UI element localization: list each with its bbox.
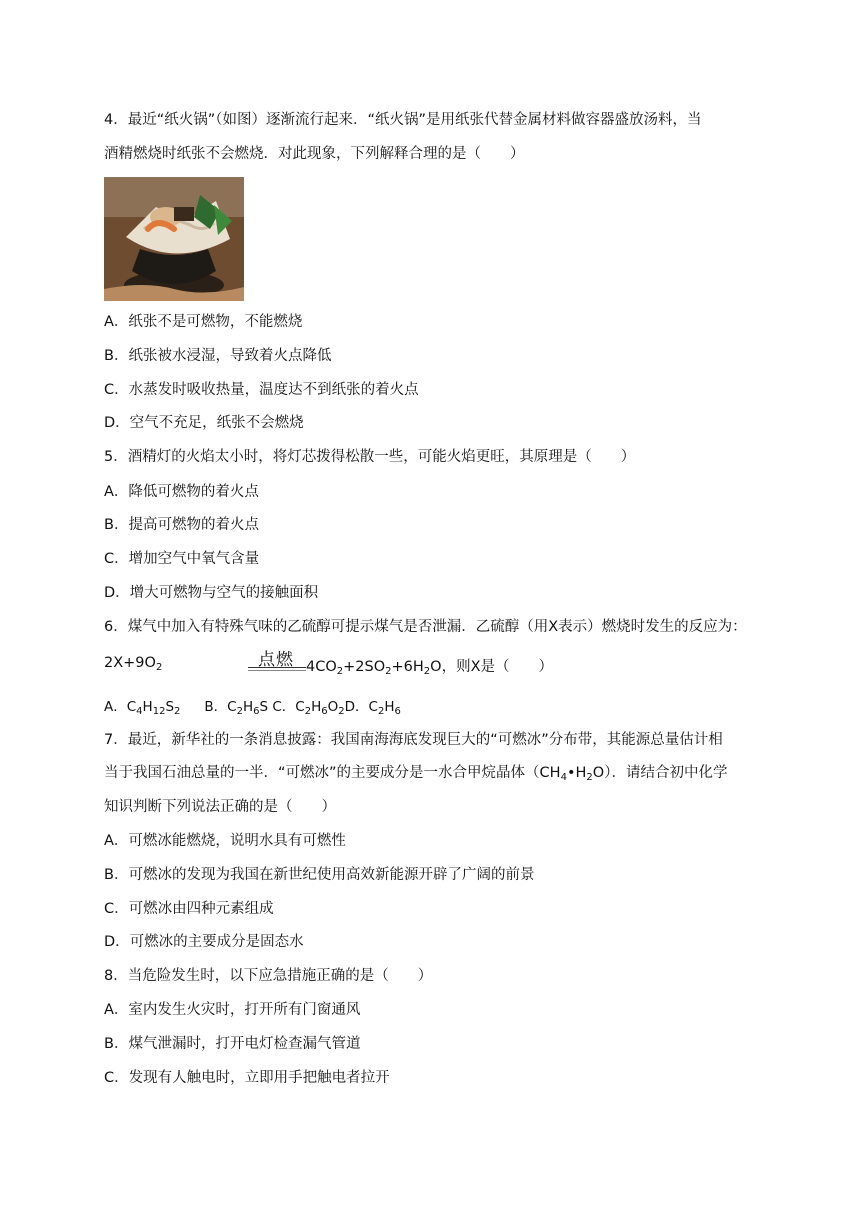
q7-option-b: B．可燃冰的发现为我国在新世纪使用高效新能源开辟了广阔的前景 <box>104 867 535 883</box>
q6-option-d: D．$C_2H_6$ <box>344 699 401 717</box>
q4-option-c: C．水蒸发时吸收热量，温度达不到纸张的着火点 <box>104 382 419 398</box>
q6-stem: 6．煤气中加入有特殊气味的乙硫醇可提示煤气是否泄漏．乙硫醇（用X表示）燃烧时发生的反应为： <box>104 619 747 635</box>
q5-option-d: D．增大可燃物与空气的接触面积 <box>104 585 319 601</box>
q7-stem-line2: 当于我国石油总量的一半．“可燃冰”的主要成分是一水合甲烷晶体$(CH_4•H_2O)$．请结合初中化学 <box>104 765 728 783</box>
q5-option-a: A．降低可燃物的着火点 <box>104 484 259 500</box>
q6-chemical-equation <box>104 645 744 689</box>
q8-stem: 8．当危险发生时，以下应急措施正确的是（ ） <box>104 968 433 984</box>
q7-stem-line1: 7．最近，新华社的一条消息披露：我国南海海底发现巨大的“可燃冰”分布带，其能源总量估计相 <box>104 732 723 748</box>
q8-option-a: A．室内发生火灾时，打开所有门窗通风 <box>104 1002 361 1018</box>
q6-option-c: C．$C_2H_6O_2$ <box>272 699 345 717</box>
q7-stem-line3: 知识判断下列说法正确的是（ ） <box>104 799 336 815</box>
q8-option-c: C．发现有人触电时，立即用手把触电者拉开 <box>104 1070 390 1086</box>
q5-option-c: C．增加空气中氧气含量 <box>104 551 260 567</box>
q6-options <box>104 697 401 722</box>
q4-stem-line1: 4．最近“纸火锅”（如图）逐渐流行起来．“纸火锅”是用纸张代替金属材料做容器盛放汤料，当 <box>104 112 702 128</box>
paper-hotpot-photo <box>104 177 244 301</box>
q6-eq-arrow <box>248 667 306 668</box>
q4-option-b: B．纸张被水浸湿，导致着火点降低 <box>104 348 332 364</box>
q6-eq-condition: 点燃 <box>258 650 294 670</box>
q4-option-d: D．空气不充足，纸张不会燃烧 <box>104 415 304 431</box>
q7-option-d: D．可燃冰的主要成分是固态水 <box>104 934 304 950</box>
q6-option-a: A．$C_4H_{12}S_2$ <box>104 699 181 717</box>
q6-eq-arrow-lower <box>248 670 306 671</box>
q7-option-c: C．可燃冰由四种元素组成 <box>104 901 274 917</box>
q7-option-a: A．可燃冰能燃烧，说明水具有可燃性 <box>104 833 346 849</box>
q6-eq-left: $2X+9O_2$ <box>104 655 163 673</box>
q5-option-b: B．提高可燃物的着火点 <box>104 517 259 533</box>
q8-option-b: B．煤气泄漏时，打开电灯检查漏气管道 <box>104 1036 361 1052</box>
q4-stem-line2: 酒精燃烧时纸张不会燃烧．对此现象，下列解释合理的是（ ） <box>104 146 525 162</box>
q5-stem: 5．酒精灯的火焰太小时，将灯芯拨得松散一些，可能火焰更旺，其原理是（ ） <box>104 449 636 465</box>
q6-eq-right: $4CO_2+2SO_2+6H_2O$，则X是（ ） <box>306 659 554 677</box>
q6-option-b: B．$C_2H_6S$ <box>204 699 269 717</box>
q4-option-a: A．纸张不是可燃物，不能燃烧 <box>104 314 303 330</box>
